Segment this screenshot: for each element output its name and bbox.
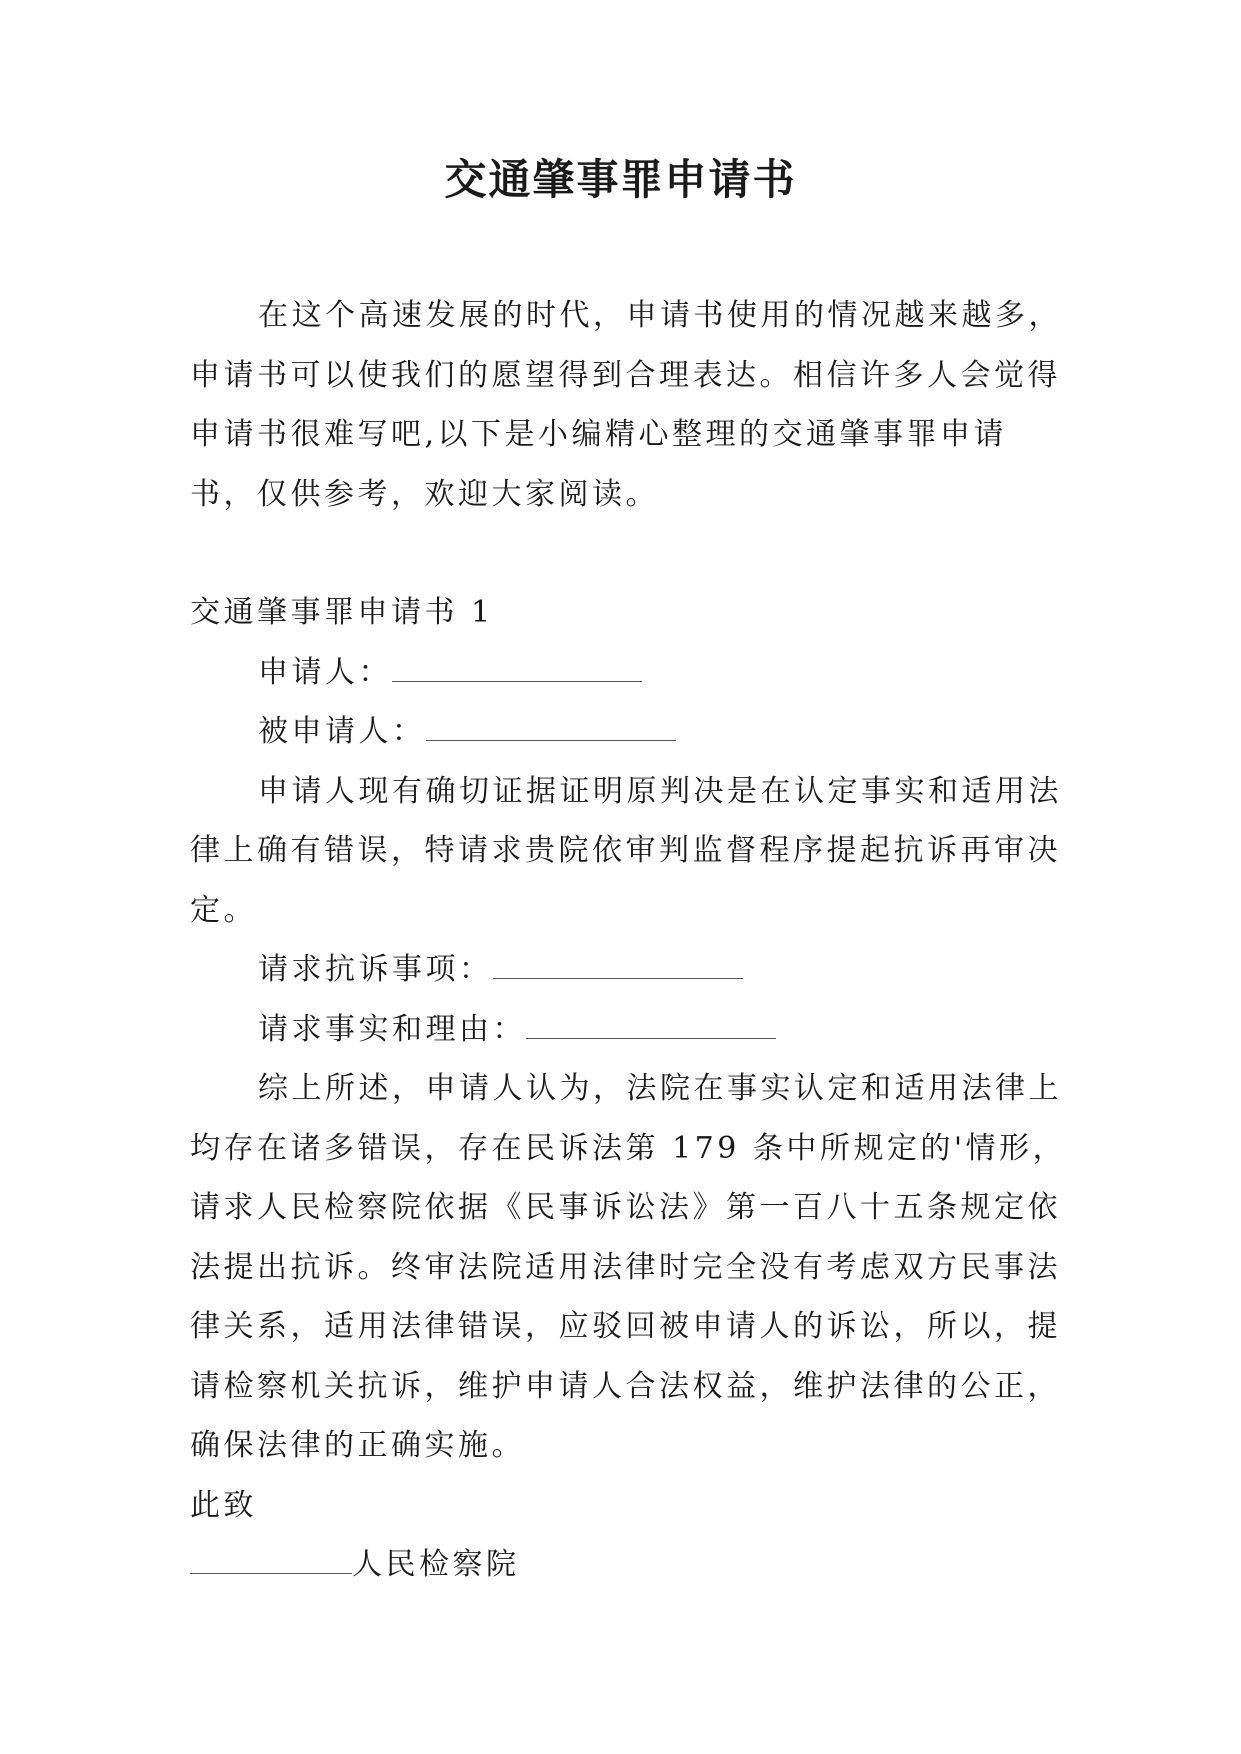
document-body [190, 286, 1070, 1595]
court-blank [190, 1547, 352, 1574]
document-title: 交通肇事罪申请书 [444, 155, 797, 204]
claims-blank [493, 952, 743, 979]
paragraph-gap [190, 524, 1070, 583]
facts-label: 请求事实和理由： [258, 1011, 526, 1047]
section-heading: 交通肇事罪申请书 1 [190, 595, 494, 630]
conclusion-paragraph: 综上所述，申请人认为，法院在事实认定和适用法律上均存在诸多错误，存在民诉法第 179 条中所规定的'情形，请求人民检察院依据《民事诉讼法》第一百八十五条规定依法提出抗诉。终审法院适用法律时完全没有考虑双方民事法律关系，适用法律错误，应驳回被申请人的诉讼，所以，提请检察机关抗诉，维护申请人合法权益，维护法律的公正，确保法律的正确实施。 [190, 1071, 1067, 1463]
applicant-blank [392, 655, 642, 682]
respondent-line [190, 702, 1070, 762]
facts-line [190, 1000, 1070, 1060]
facts-blank [526, 1012, 776, 1039]
statement-paragraph: 申请人现有确切证据证明原判决是在认定事实和适用法律上确有错误，特请求贵院依审判监督程序提起抗诉再审决定。 [190, 773, 1062, 928]
claims-line [190, 940, 1070, 1000]
court-name: 人民检察院 [352, 1547, 520, 1582]
court-line [190, 1535, 1070, 1595]
applicant-line [190, 643, 1070, 703]
applicant-label: 申请人： [258, 654, 392, 690]
intro-paragraph: 在这个高速发展的时代，申请书使用的情况越来越多，申请书可以使我们的愿望得到合理表达。相信许多人会觉得申请书很难写吧,以下是小编精心整理的交通肇事罪申请书，仅供参考，欢迎大家阅读。 [190, 298, 1062, 512]
claims-label: 请求抗诉事项： [258, 952, 493, 987]
respondent-blank [426, 714, 676, 741]
closing-text: 此致 [190, 1487, 257, 1523]
respondent-label: 被申请人： [258, 714, 426, 749]
